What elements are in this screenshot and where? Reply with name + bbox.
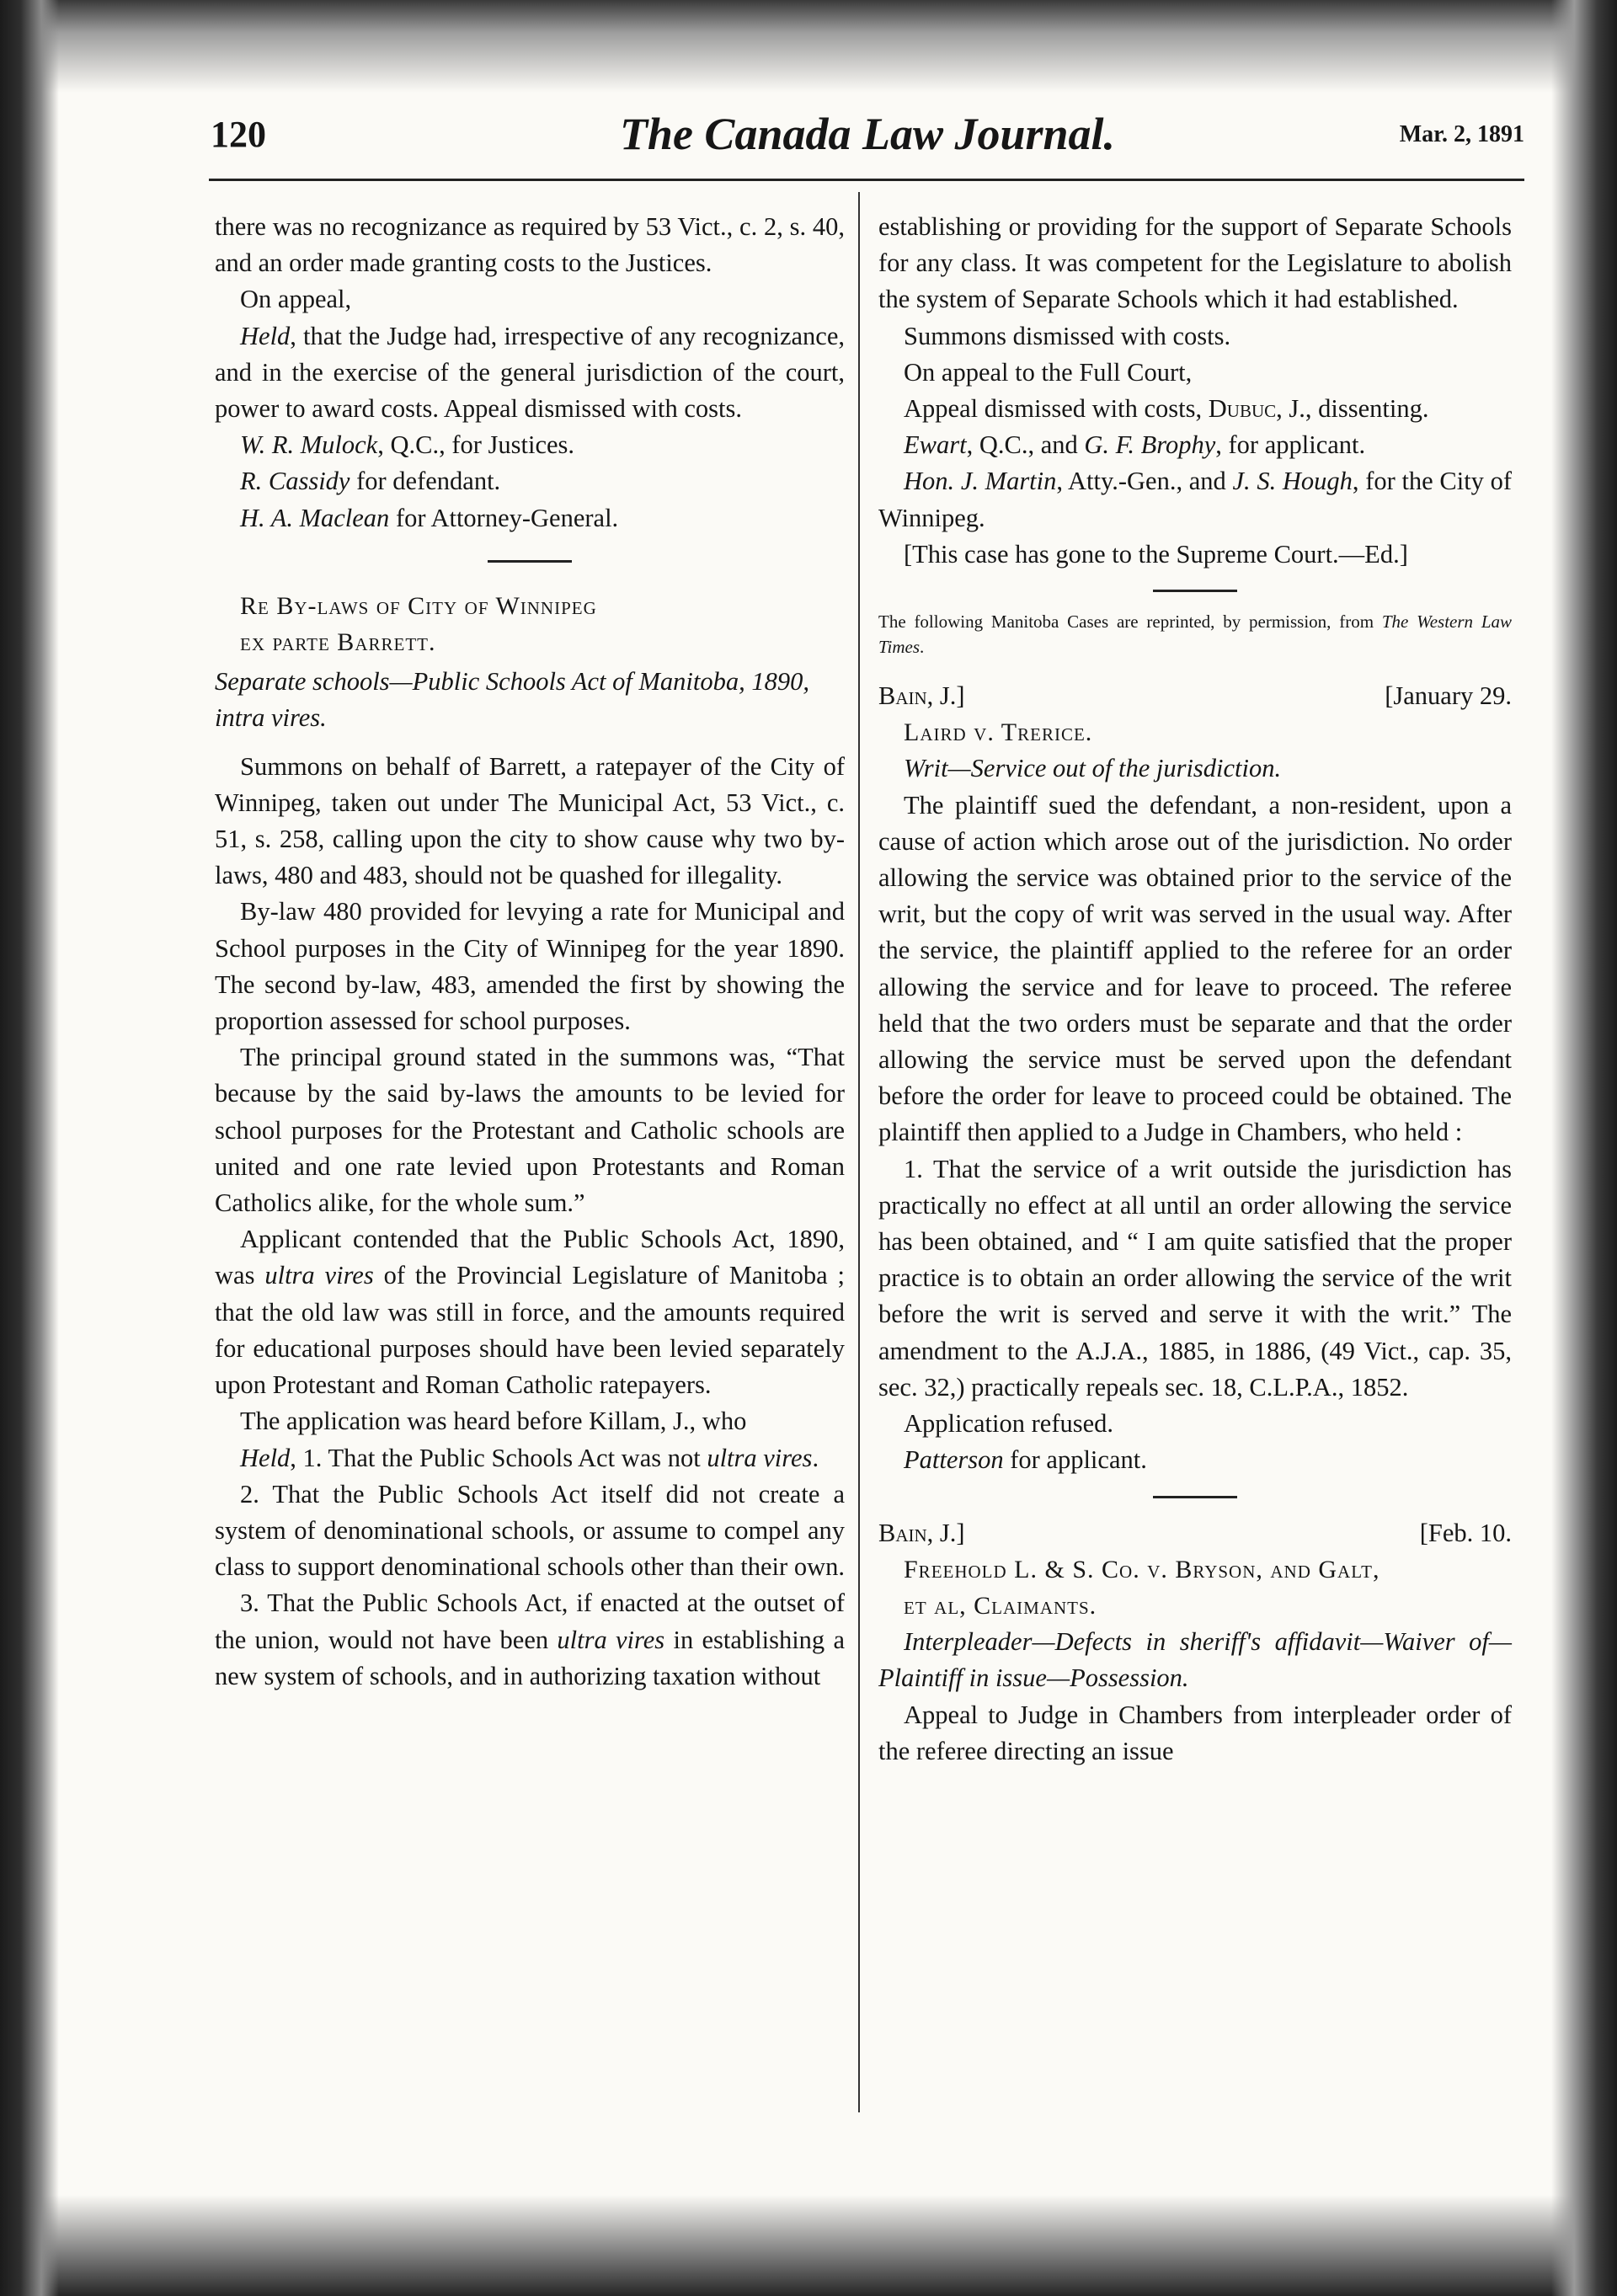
paragraph-text: , 1. That the Public Schools Act was not	[290, 1443, 707, 1472]
column-divider	[858, 192, 860, 2112]
paragraph: The plaintiff sued the defendant, a non-resident, upon a cause of action which arose out of the jurisdiction. No order allowing the service was obtained prior to the service of the writ, but the copy of writ was served in the usual way. After the service, the plaintiff applied to the referee for an order allowing the service and for leave to proceed. The referee held that the two orders must be separate and that the order allowing the service must be served upon the defendant before the order for leave to proceed could be obtained. The plaintiff then applied to a Judge in Chambers, who held :	[878, 790, 1512, 1147]
paragraph: Application refused.	[904, 1409, 1114, 1439]
section-separator	[1153, 1496, 1237, 1498]
scan-edge-bottom	[0, 2195, 1617, 2296]
paragraph: Summons dismissed with costs.	[904, 321, 1231, 350]
paragraph: Appeal to Judge in Chambers from interpleader order of the referee directing an issue	[878, 1700, 1512, 1765]
paragraph	[878, 391, 1512, 427]
page-header	[211, 108, 1524, 167]
paragraph-text: , J., dissenting.	[1276, 394, 1429, 424]
case-title: Laird v. Trerice.	[904, 718, 1093, 747]
paragraph: On appeal to the Full Court,	[904, 357, 1193, 387]
header-rule	[209, 179, 1524, 181]
counsel-line	[215, 500, 845, 537]
case-title: Freehold L. & S. Co. v. Bryson, and Galt,	[904, 1555, 1380, 1583]
scan-edge-right	[1551, 0, 1617, 2296]
counsel-name: J. S. Hough	[1232, 467, 1353, 496]
scan-edge-left	[0, 0, 59, 2296]
paragraph-text: in establishing a new system of schools, and in authorizing taxation without	[215, 1625, 845, 1690]
paragraph-text: 3. That the Public Schools Act, if enacted at the outset of the union, would not have been	[215, 1589, 845, 1654]
header-date: Mar. 2, 1891	[1399, 121, 1524, 147]
page-number: 120	[211, 114, 266, 155]
paragraph-text: Applicant contended that the Public Schools Act, 1890, was	[215, 1225, 845, 1290]
right-column	[878, 209, 1512, 1770]
paragraph: The principal ground stated in the summons was, “That because by the said by-laws the amounts to be levied for school purposes for the Protestant and Catholic schools are united and one rate levied upon Protestants and Roman Catholics alike, for the whole sum.”	[215, 1043, 845, 1218]
publication-name: The Western Law Times	[878, 611, 1513, 658]
paragraph-text: Appeal dismissed with costs,	[904, 394, 1209, 424]
paragraph	[215, 318, 845, 428]
case-title: Re By-laws of City of Winnipeg	[240, 591, 597, 620]
case-date: [January 29.	[1385, 681, 1512, 711]
case-date: [Feb. 10.	[1419, 1518, 1512, 1547]
counsel-role: , Q.C., and	[966, 430, 1085, 460]
paragraph-text: of the Provincial Legislature of Manitoba ; that the old law was still in force, and the amounts required for educational purposes should have been levied separately upon Protestant and Roman Catholic ratepayers.	[215, 1261, 845, 1400]
paragraph: By-law 480 provided for levying a rate for Municipal and School purposes in the City of Winnipeg for the year 1890. The second by-law, 483, amended the first by showing the proportion assessed for school purposes.	[215, 897, 845, 1036]
editor-note: [This case has gone to the Supreme Court.—Ed.]	[904, 539, 1408, 569]
counsel-role: for applicant.	[1003, 1445, 1147, 1475]
paragraph	[215, 1585, 845, 1695]
counsel-name: Hon. J. Martin	[904, 467, 1057, 496]
counsel-line	[878, 463, 1512, 536]
judge-name: Bain, J.]	[878, 1518, 965, 1547]
counsel-line	[215, 427, 845, 463]
ultra-vires-term: ultra vires	[557, 1625, 665, 1654]
reprint-text: .	[920, 637, 925, 658]
paragraph: establishing or providing for the support of Separate Schools for any class. It was competent for the Legislature to abolish the system of Separate Schools which it had established.	[878, 212, 1512, 314]
section-separator	[1153, 590, 1237, 592]
counsel-line	[878, 427, 1512, 463]
paragraph: 2. That the Public Schools Act itself did not create a system of denominational schools, or assume to compel any class to support denominational schools other than their own.	[215, 1479, 845, 1582]
judge-date-line	[878, 678, 1512, 714]
paragraph	[215, 1221, 845, 1403]
paragraph: Summons on behalf of Barrett, a ratepayer of the City of Winnipeg, taken out under The Municipal Act, 53 Vict., c. 51, s. 258, calling upon the city to show cause why two by-laws, 480 and 483, should not be quashed for illegality.	[215, 751, 845, 890]
held-label: Held	[240, 1443, 291, 1472]
counsel-name: R. Cassidy	[240, 467, 350, 496]
counsel-name: Patterson	[904, 1445, 1004, 1475]
judge-date-line	[878, 1515, 1512, 1551]
counsel-role: , for applicant.	[1215, 430, 1366, 460]
ultra-vires-term: ultra vires	[707, 1443, 813, 1472]
paragraph: 1. That the service of a writ outside the jurisdiction has practically no effect at all until an order allowing the service has been obtained, and “ I am quite satisfied that the proper practice is to obtain an order allowing the service of the writ before the writ is served and serve it with the writ.” The amendment to the A.J.A., 1885, in 1886, (49 Vict., cap. 35, sec. 32,) practically repeals sec. 18, C.L.P.A., 1852.	[878, 1154, 1512, 1402]
counsel-line	[215, 463, 845, 499]
case-headnote: Writ—Service out of the jurisdiction.	[904, 754, 1282, 783]
counsel-line	[878, 1442, 1512, 1478]
running-title: The Canada Law Journal.	[619, 109, 1116, 159]
counsel-name: G. F. Brophy	[1084, 430, 1216, 460]
paragraph-text: .	[812, 1443, 819, 1472]
section-separator	[488, 560, 572, 563]
counsel-role: for Attorney-General.	[389, 503, 619, 532]
paragraph: On appeal,	[240, 285, 352, 314]
reprint-note	[878, 609, 1512, 659]
left-column	[215, 209, 845, 1695]
paragraph-text: , that the Judge had, irrespective of any recognizance, and in the exercise of the general jurisdiction of the court, power to award costs. Appeal dismissed with costs.	[215, 321, 845, 424]
counsel-role: , Atty.-Gen., and	[1056, 467, 1233, 496]
paragraph	[215, 1440, 845, 1476]
counsel-role: , for the City of Winnipeg.	[878, 467, 1512, 532]
counsel-name: Ewart	[904, 430, 967, 460]
counsel-role: , Q.C., for Justices.	[377, 430, 575, 460]
case-title: ex parte Barrett.	[240, 628, 436, 657]
paragraph: The application was heard before Killam, J., who	[240, 1407, 747, 1436]
paragraph: there was no recognizance as required by 53 Vict., c. 2, s. 40, and an order made granting costs to the Justices.	[215, 212, 845, 278]
reprint-text: The following Manitoba Cases are reprinted, by permission, from	[878, 611, 1382, 633]
counsel-name: W. R. Mulock	[240, 430, 378, 460]
counsel-name: H. A. Maclean	[240, 503, 390, 532]
held-label: Held	[240, 321, 291, 350]
case-headnote: Separate schools—Public Schools Act of Manitoba, 1890, intra vires.	[215, 667, 809, 733]
judge-name: Dubuc	[1208, 394, 1277, 424]
scan-edge-top	[0, 0, 1617, 93]
judge-name: Bain, J.]	[878, 681, 965, 711]
counsel-role: for defendant.	[350, 467, 501, 496]
case-headnote: Interpleader—Defects in sheriff's affidavit—Waiver of—Plaintiff in issue—Possession.	[878, 1627, 1512, 1693]
ultra-vires-term: ultra vires	[264, 1261, 374, 1290]
case-title: et al, Claimants.	[904, 1591, 1097, 1620]
